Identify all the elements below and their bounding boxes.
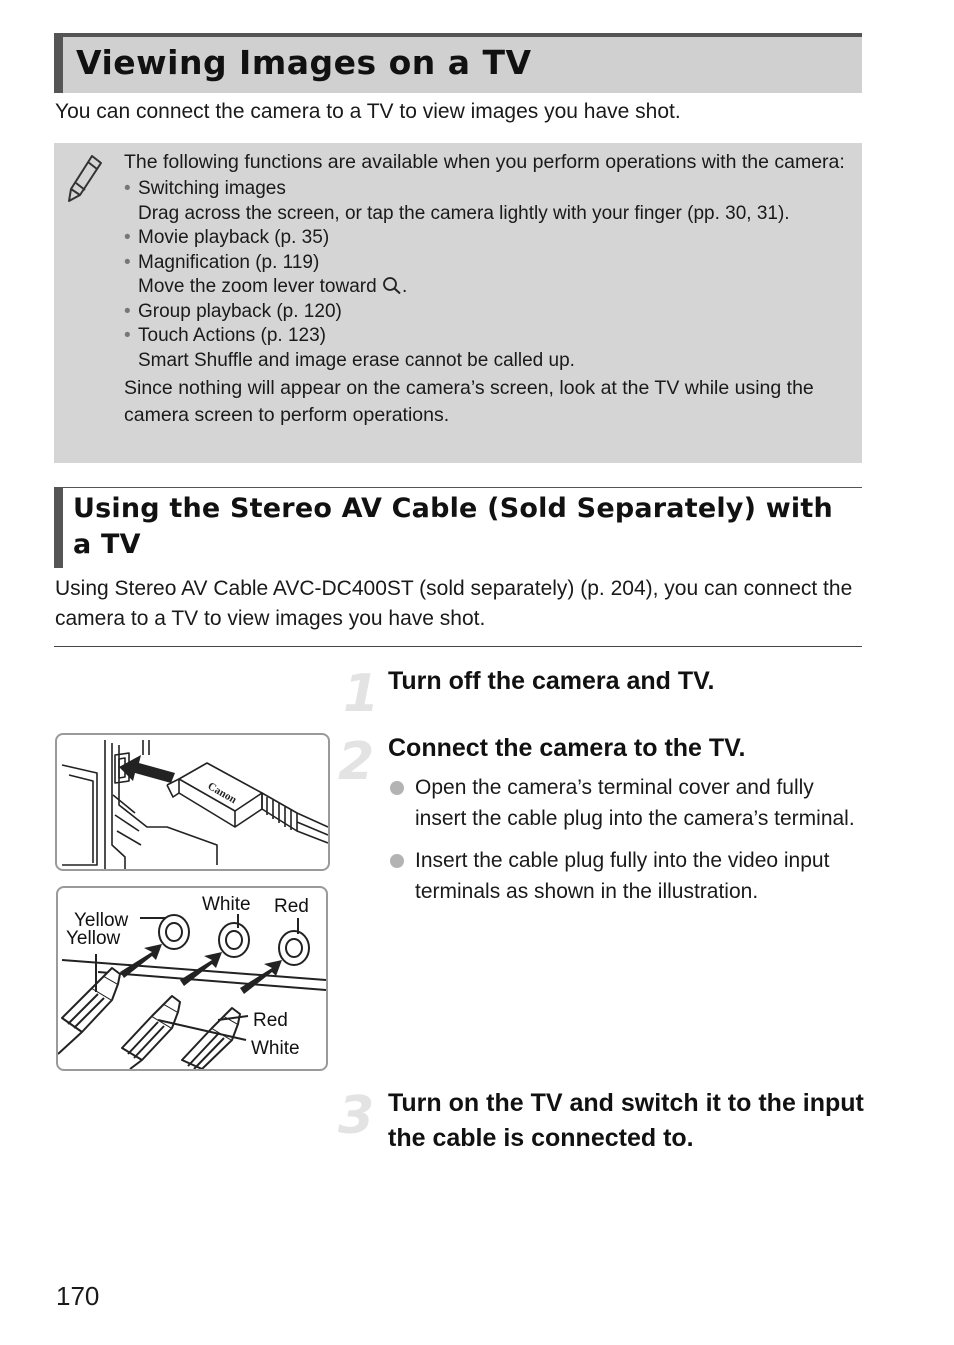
label-white-bottom: White: [251, 1038, 300, 1059]
step-number-3: 3: [338, 1086, 375, 1146]
note-after: Since nothing will appear on the camera’s screen, look at the TV while using the camera screen to perform operations.: [124, 377, 814, 426]
step-number-1: 1: [343, 664, 380, 724]
magnifier-icon: [382, 276, 402, 294]
bullet-item: Open the camera’s terminal cover and fully insert the cable plug into the camera’s terminal.: [388, 773, 868, 834]
bullet-item: Insert the cable plug fully into the video input terminals as shown in the illustration.: [388, 846, 868, 907]
pencil-icon: [66, 153, 104, 203]
note-lead: The following functions are available when you perform operations with the camera:: [124, 151, 845, 173]
section-title: Using the Stereo AV Cable (Sold Separately) with a TV: [73, 493, 833, 560]
label-yellow-bottom: Yellow: [66, 928, 121, 949]
section-intro: Using Stereo AV Cable AVC-DC400ST (sold separately) (p. 204), you can connect the camera to a TV to view images you have shot.: [55, 577, 853, 630]
step-title-3: Turn on the TV and switch it to the input the cable is connected to.: [388, 1089, 864, 1152]
note-item: • Touch Actions (p. 123) Smart Shuffle and image erase cannot be called up.: [124, 325, 575, 371]
step-2-bullets: [388, 773, 868, 919]
label-red-bottom: Red: [253, 1010, 288, 1031]
label-white-top: White: [202, 894, 251, 915]
step-number-2: 2: [338, 732, 375, 792]
label-yellow-top: Yellow: [74, 910, 129, 931]
tv-terminal-illustration: [56, 886, 328, 1071]
page-number: 170: [56, 1281, 100, 1311]
divider: [54, 646, 862, 647]
note-item: • Switching images Drag across the screen, or tap the camera lightly with your finger (pp. 30, 31).: [124, 178, 790, 224]
label-red-top: Red: [274, 896, 309, 917]
note-item: • Magnification (p. 119) Move the zoom lever toward .: [124, 251, 408, 297]
tv-terminal-drawing: [58, 888, 326, 1069]
section-header: [54, 487, 862, 567]
brand-label: Canon: [205, 780, 239, 807]
note-item: • Group playback (p. 120): [124, 300, 342, 322]
intro-text: You can connect the camera to a TV to view images you have shot.: [55, 100, 681, 123]
note-list: [124, 177, 854, 373]
section-accent: [54, 488, 63, 568]
note-item: • Movie playback (p. 35): [124, 227, 330, 248]
camera-cable-illustration: [55, 733, 330, 871]
title-accent: [54, 37, 63, 93]
step-title-2: Connect the camera to the TV.: [388, 734, 746, 762]
note-box: [54, 143, 862, 463]
page-title: Viewing Images on a TV: [76, 43, 532, 82]
step-title-1: Turn off the camera and TV.: [388, 667, 715, 695]
note-text: [124, 149, 854, 429]
title-bar: [54, 33, 862, 93]
camera-cable-drawing: [57, 735, 328, 869]
